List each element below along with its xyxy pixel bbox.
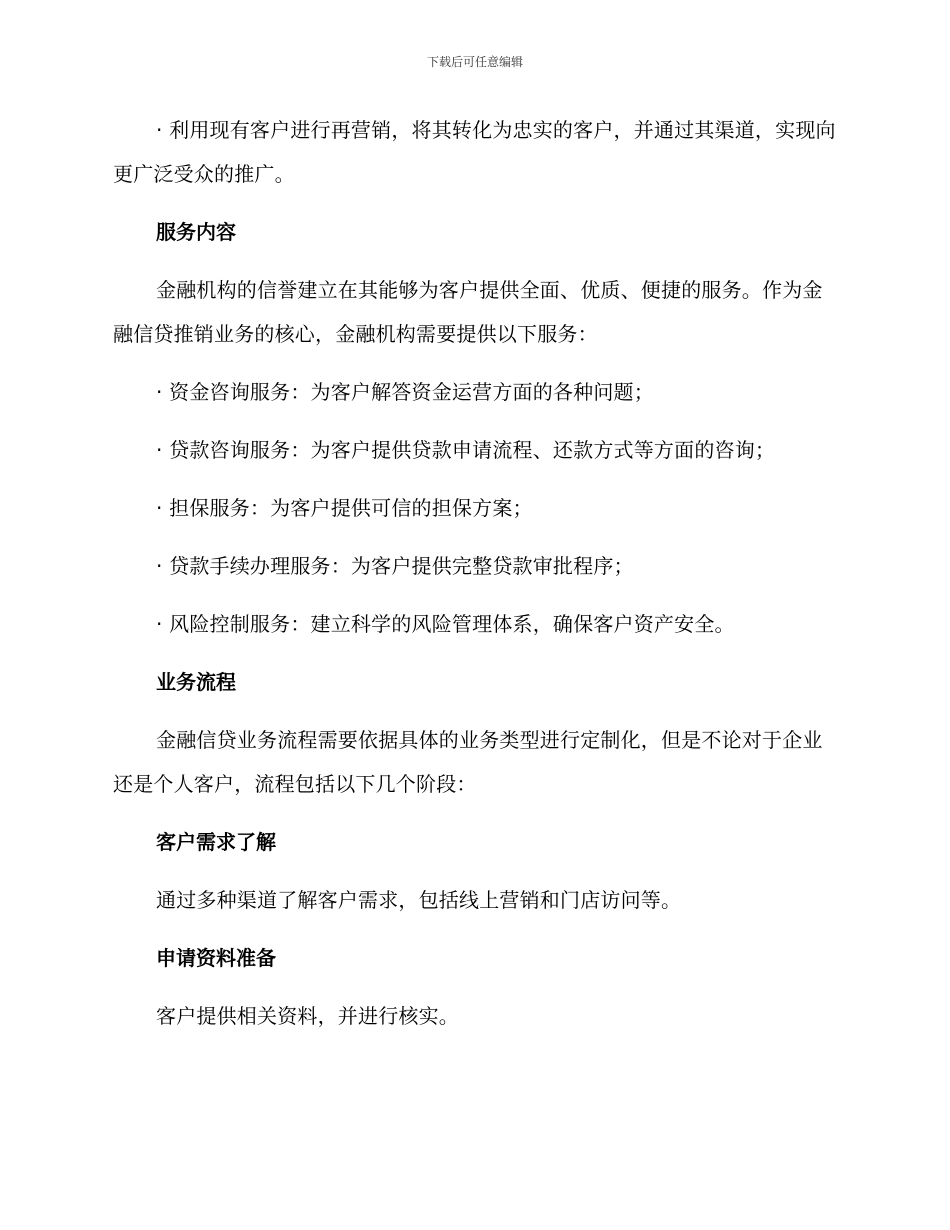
document-body xyxy=(113,108,837,1038)
bullet-fund-consulting: · 资金咨询服务：为客户解答资金运营方面的各种问题； xyxy=(156,380,654,404)
bullet-risk-control: · 风险控制服务：建立科学的风险管理体系，确保客户资产安全。 xyxy=(156,612,735,636)
bullet-loan-consulting: · 贷款咨询服务：为客户提供贷款申请流程、还款方式等方面的咨询； xyxy=(156,438,776,462)
bullet-guarantee-service: · 担保服务：为客户提供可信的担保方案； xyxy=(156,496,533,520)
bullet-loan-procedure: · 贷款手续办理服务：为客户提供完整贷款审批程序； xyxy=(156,554,634,578)
heading-business-process: 业务流程 xyxy=(156,670,236,694)
bullet-remarketing: · 利用现有客户进行再营销，将其转化为忠实的客户，并通过其渠道，实现向更广泛受众的推广。 xyxy=(113,118,836,186)
paragraph-service-intro: 金融机构的信誉建立在其能够为客户提供全面、优质、便捷的服务。作为金融信贷推销业务的核心，金融机构需要提供以下服务： xyxy=(113,278,823,346)
paragraph-application-prep: 客户提供相关资料，并进行核实。 xyxy=(156,1004,459,1028)
header-note: 下载后可任意编辑 xyxy=(426,55,523,69)
paragraph-process-intro: 金融信贷业务流程需要依据具体的业务类型进行定制化，但是不论对于企业还是个人客户，流程包括以下几个阶段： xyxy=(113,728,823,796)
paragraph-customer-needs: 通过多种渠道了解客户需求，包括线上营销和门店访问等。 xyxy=(156,888,682,912)
heading-application-prep: 申请资料准备 xyxy=(156,946,276,970)
heading-service-content: 服务内容 xyxy=(156,220,236,244)
heading-customer-needs: 客户需求了解 xyxy=(156,830,276,854)
